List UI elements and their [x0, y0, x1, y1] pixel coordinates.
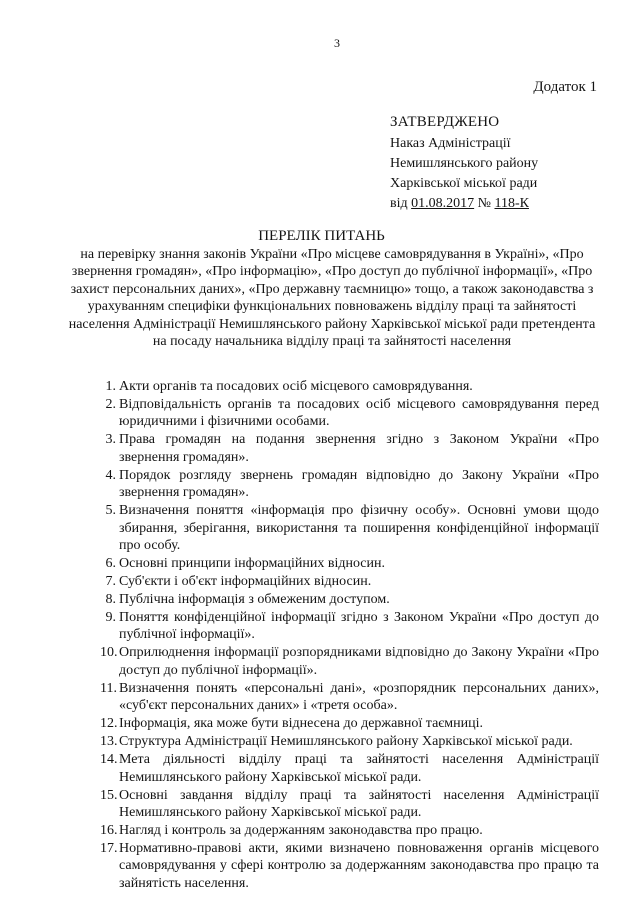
- question-number: 16.: [100, 823, 118, 839]
- question-text: Нормативно-правові акти, якими визначено повноваження органів місцевого самоврядування у сфері контролю за додержанням законодавства про працю та зайнятість населення.: [119, 841, 599, 891]
- approval-heading: ЗАТВЕРДЖЕНО: [390, 114, 500, 130]
- question-item: [0, 378, 643, 395]
- question-item: [0, 733, 643, 750]
- question-number: 8.: [105, 592, 116, 608]
- question-item: [0, 573, 643, 590]
- approval-number: 118-К: [494, 196, 529, 211]
- question-text: Суб'єкти і об'єкт інформаційних відносин.: [119, 574, 372, 590]
- approval-org-line2: Харківської міської ради: [390, 176, 538, 191]
- approval-org-line1: Немишлянського району: [390, 156, 539, 171]
- question-number: 1.: [105, 379, 116, 394]
- question-item: [0, 609, 643, 644]
- question-item: [0, 396, 643, 431]
- question-item: [0, 787, 643, 822]
- question-text: Інформація, яка може бути віднесена до державної таємниці.: [119, 716, 484, 732]
- questions-list: [0, 378, 643, 893]
- question-text: Порядок розгляду звернень громадян відповідно до Закону України «Про звернення громадян».: [119, 467, 599, 501]
- approval-date: 01.08.2017: [411, 196, 475, 211]
- question-number: 13.: [100, 734, 118, 750]
- annex-label: Додаток 1: [533, 79, 597, 95]
- question-number: 12.: [100, 716, 118, 732]
- question-number: 4.: [105, 467, 116, 483]
- question-item: [0, 751, 643, 786]
- question-text: Права громадян на подання звернення згідно з Законом України «Про звернення громадян».: [119, 432, 599, 465]
- question-number: 14.: [100, 752, 118, 768]
- question-number: 17.: [100, 841, 118, 857]
- question-item: [0, 840, 643, 892]
- question-text: Нагляд і контроль за додержанням законодавства про працю.: [119, 823, 483, 839]
- approval-order: Наказ Адміністрації: [390, 136, 511, 151]
- page-number: 3: [334, 36, 340, 50]
- question-item: [0, 644, 643, 679]
- question-item: [0, 822, 643, 839]
- question-item: [0, 555, 643, 572]
- question-text: Основні принципи інформаційних відносин.: [119, 556, 385, 572]
- approval-date-line: [390, 194, 538, 214]
- approval-block: [390, 112, 538, 214]
- question-item: [0, 591, 643, 608]
- question-number: 15.: [100, 787, 118, 803]
- question-text: Відповідальність органів та посадових осіб місцевого самоврядування перед юридичними і фізичними особами.: [119, 397, 599, 430]
- question-text: Визначення поняття «інформація про фізичну особу». Основні умови щодо збирання, зберігання, використання та поширення конфіденційної інформації про особу.: [119, 503, 599, 554]
- question-number: 5.: [105, 503, 116, 519]
- question-text: Оприлюднення інформації розпорядниками відповідно до Закону України «Про доступ до публічної інформації».: [119, 645, 599, 678]
- question-item: [0, 467, 643, 502]
- question-text: Акти органів та посадових осіб місцевого самоврядування.: [119, 379, 473, 394]
- question-text: Основні завдання відділу праці та зайнятості населення Адміністрації Немишлянського району Харківської міської ради.: [119, 787, 599, 821]
- question-item: [0, 680, 643, 715]
- question-number: 3.: [105, 432, 116, 448]
- question-number: 10.: [100, 645, 118, 661]
- question-text: Публічна інформація з обмеженим доступом.: [119, 592, 390, 608]
- question-number: 6.: [105, 556, 116, 572]
- approval-date-prefix: від: [390, 196, 408, 211]
- question-number: 7.: [105, 574, 116, 590]
- question-item: [0, 715, 643, 732]
- question-text: Мета діяльності відділу праці та зайнятості населення Адміністрації Немишлянського району Харківської міської ради.: [119, 752, 599, 785]
- question-item: [0, 502, 643, 554]
- document-title: ПЕРЕЛІК ПИТАНЬ: [258, 228, 385, 244]
- question-text: Визначення понять «персональні дані», «розпорядник персональних даних», «суб'єкт персональних даних» і «третя особа».: [119, 680, 599, 714]
- question-item: [0, 431, 643, 466]
- approval-number-prefix: №: [477, 196, 491, 211]
- question-text: Поняття конфіденційної інформації згідно з Законом України «Про доступ до публічної інформації».: [119, 610, 599, 643]
- question-number: 9.: [105, 610, 116, 626]
- question-text: Структура Адміністрації Немишлянського району Харківської міської ради.: [119, 734, 573, 750]
- document-subtitle: на перевірку знання законів України «Про місцеве самоврядування в Україні», «Про звернення громадян», «Про інформацію», «Про доступ до публічної інформації», «Про захист персональних даних», «Про державну таємницю» тощо, а також законодавства з урахуванням специфіки функціональних повноважень відділу праці та зайнятості населення Адміністрації Немишлянського району Харківської міської ради претендента на посаду начальника відділу праці та зайнятості населення: [68, 247, 596, 350]
- question-number: 11.: [100, 680, 117, 696]
- question-number: 2.: [105, 397, 116, 412]
